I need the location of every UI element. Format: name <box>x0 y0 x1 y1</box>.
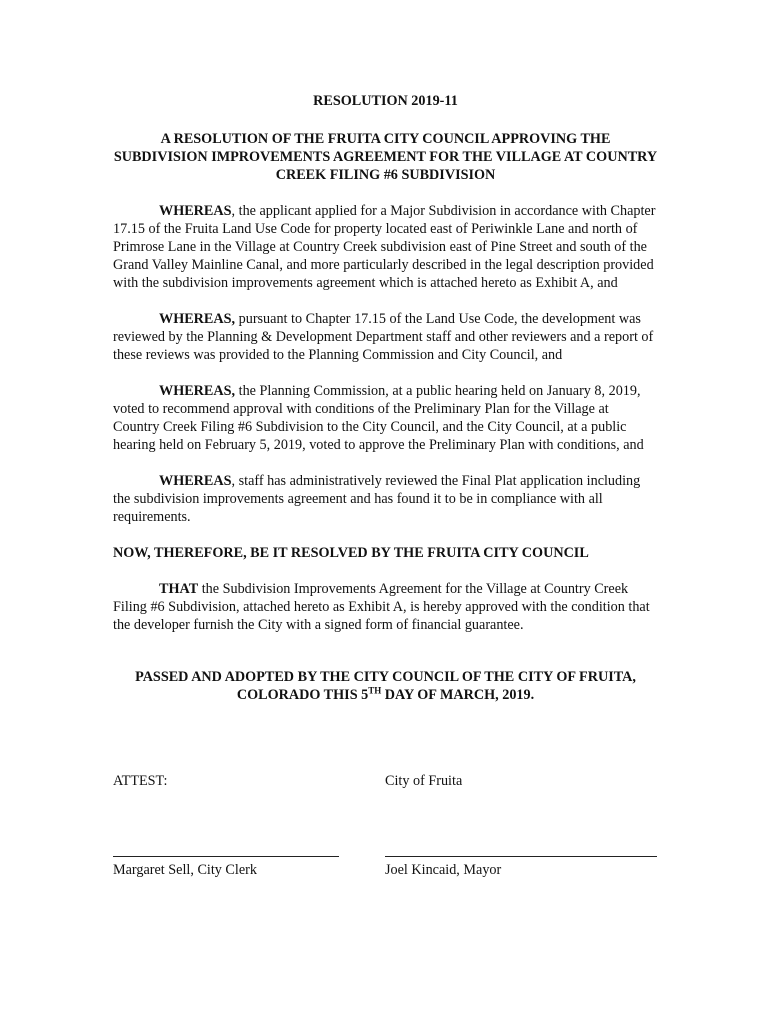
whereas-text: , the applicant applied for a Major Subdivision in accordance with Chapter 17.15 of the Fruita Land Use Code for property located east of Periwinkle Lane and north of Primrose Lane in the Village at Country Creek subdivision east of Pine Street and south of the Grand Valley Mainline Canal, and more particularly described in the legal description provided with the subdivision improvements agreement which is attached hereto as Exhibit A, and <box>113 203 656 291</box>
mayor-name: Joel Kincaid, Mayor <box>385 862 502 878</box>
that-keyword: THAT <box>159 581 199 597</box>
resolved-clause: NOW, THEREFORE, BE IT RESOLVED BY THE FRUITA CITY COUNCIL <box>113 545 589 561</box>
whereas-paragraph-3 <box>113 382 658 454</box>
passed-adopted-statement <box>113 668 658 704</box>
ordinal-suffix: TH <box>368 685 382 696</box>
whereas-keyword: WHEREAS, <box>159 311 236 327</box>
that-text: the Subdivision Improvements Agreement for the Village at Country Creek Filing #6 Subdivision, attached hereto as Exhibit A, is hereby approved with the condition that the developer furnish the City with a signed form of financial guarantee. <box>113 581 650 633</box>
whereas-keyword: WHEREAS, <box>159 383 236 399</box>
passed-line-2 <box>113 686 658 704</box>
resolution-document <box>113 92 658 722</box>
clerk-signature-line <box>113 856 339 857</box>
passed-date-prefix: COLORADO THIS 5 <box>236 687 369 703</box>
passed-date-suffix: DAY OF MARCH, 2019. <box>381 687 535 703</box>
whereas-keyword: WHEREAS <box>159 473 232 489</box>
whereas-text: pursuant to Chapter 17.15 of the Land Use Code, the development was reviewed by the Planning & Development Department staff and other reviewers and a report of these reviews was provided to the Planning Commission and City Council, and <box>113 311 654 363</box>
whereas-paragraph-2 <box>113 310 658 364</box>
whereas-keyword: WHEREAS <box>159 203 232 219</box>
whereas-paragraph-4 <box>113 472 658 526</box>
that-paragraph <box>113 580 658 634</box>
whereas-paragraph-1 <box>113 202 658 292</box>
city-label: City of Fruita <box>385 773 463 789</box>
whereas-text: , staff has administratively reviewed the Final Plat application including the subdivision improvements agreement and has found it to be in compliance with all requirements. <box>113 473 641 525</box>
attest-label: ATTEST: <box>113 773 168 789</box>
resolution-number: RESOLUTION 2019-11 <box>313 93 458 109</box>
whereas-text: the Planning Commission, at a public hearing held on January 8, 2019, voted to recommend approval with conditions of the Preliminary Plan for the Village at Country Creek Filing #6 Subdivision to the City Council, and the City Council, at a public hearing held on February 5, 2019, voted to approve the Preliminary Plan with conditions, and <box>113 383 644 453</box>
passed-line-1: PASSED AND ADOPTED BY THE CITY COUNCIL OF THE CITY OF FRUITA, <box>135 669 636 685</box>
mayor-signature-line <box>385 856 657 857</box>
resolution-subtitle: A RESOLUTION OF THE FRUITA CITY COUNCIL APPROVING THE SUBDIVISION IMPROVEMENTS AGREEMENT FOR THE VILLAGE AT COUNTRY CREEK FILING #6 SUBDIVISION <box>113 131 658 183</box>
clerk-name: Margaret Sell, City Clerk <box>113 862 257 878</box>
